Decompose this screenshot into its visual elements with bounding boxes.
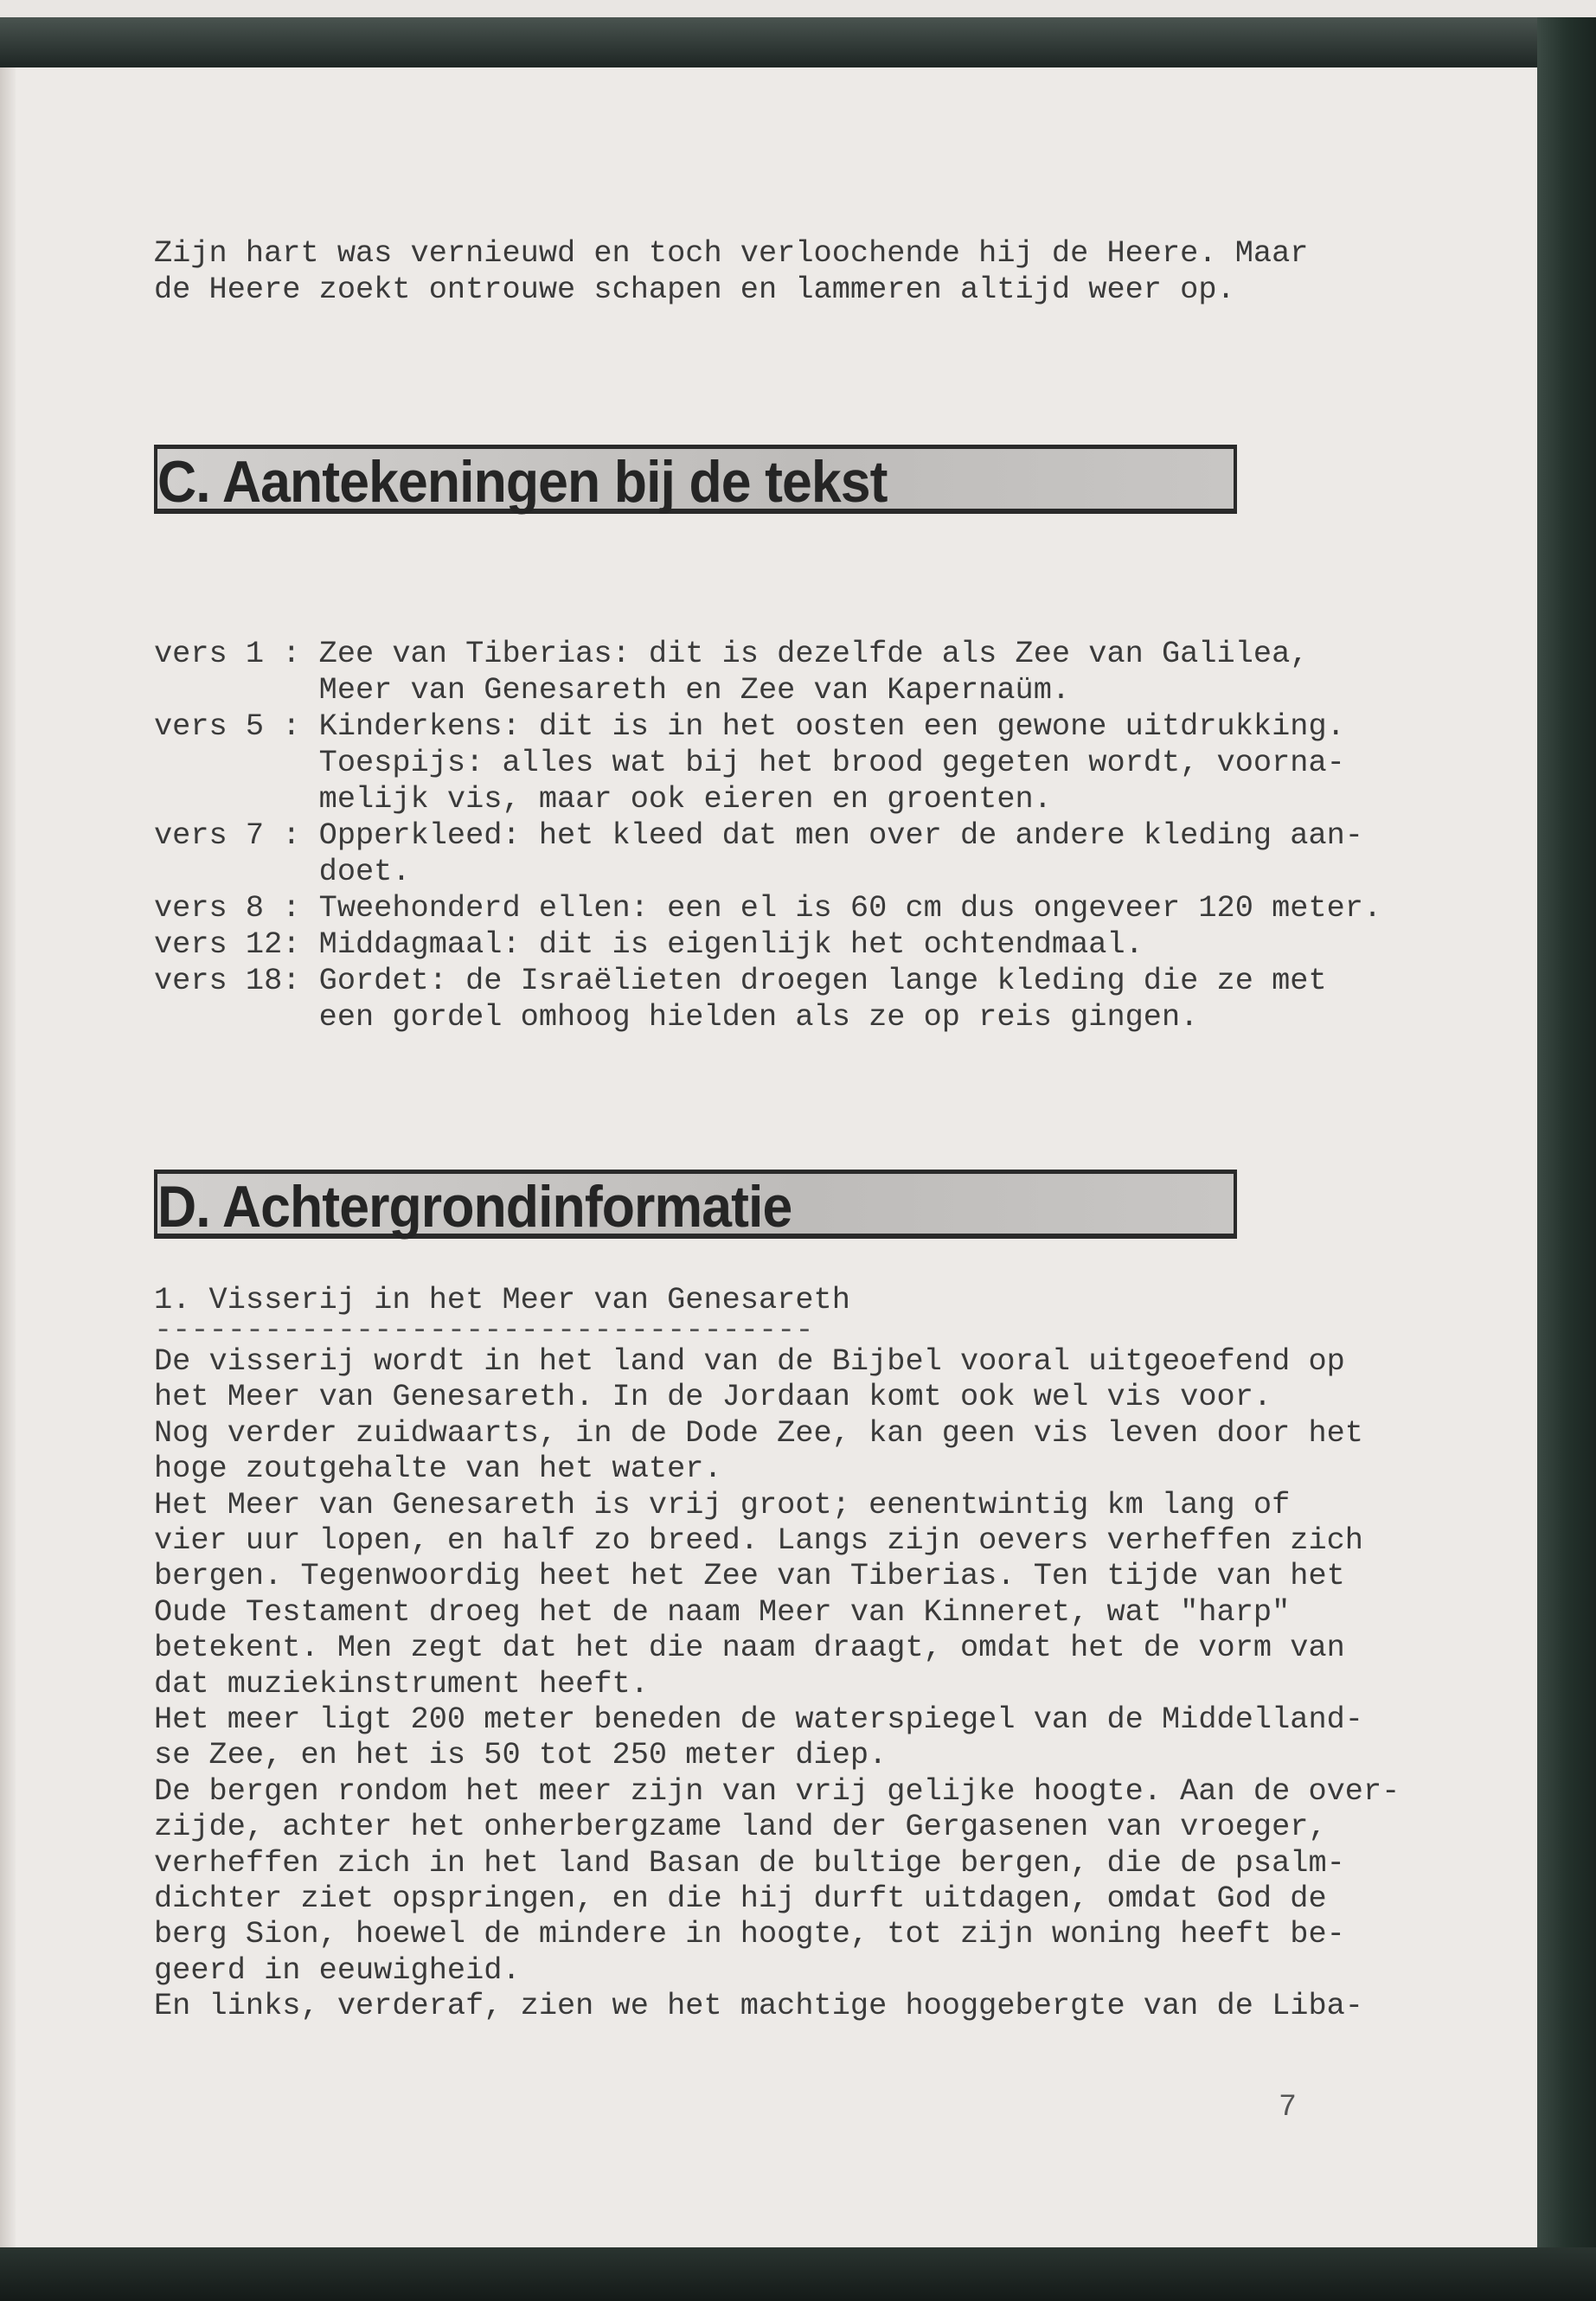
text-line: bergen. Tegenwoordig heet het Zee van Tiberias. Ten tijde van het: [154, 1559, 1345, 1594]
text-line: een gordel omhoog hielden als ze op reis gingen.: [154, 1000, 1199, 1035]
scan-bottom-border: [0, 2247, 1596, 2301]
text-line: het Meer van Genesareth. In de Jordaan komt ook wel vis voor.: [154, 1380, 1272, 1415]
text-line: Het Meer van Genesareth is vrij groot; eenentwintig km lang of: [154, 1487, 1291, 1522]
text-line: se Zee, en het is 50 tot 250 meter diep.: [154, 1738, 888, 1773]
text-line: Zijn hart was vernieuwd en toch verloochende hij de Heere. Maar: [154, 236, 1309, 271]
scan-top-border: [0, 17, 1596, 67]
section-c-title: C. Aantekeningen bij de tekst: [157, 449, 888, 515]
page-left-edge: [0, 17, 16, 2301]
text-line: dat muziekinstrument heeft.: [154, 1666, 649, 1702]
section-d-title: D. Achtergrondinformatie: [157, 1174, 792, 1240]
section-d-heading: [154, 1170, 1237, 1239]
text-line: Het meer ligt 200 meter beneden de waterspiegel van de Middelland-: [154, 1702, 1363, 1737]
text-line: geerd in eeuwigheid.: [154, 1952, 521, 1988]
text-line: De visserij wordt in het land van de Bijbel vooral uitgeoefend op: [154, 1344, 1345, 1379]
text-line: Oude Testament droeg het de naam Meer van Kinneret, wat "harp": [154, 1594, 1291, 1630]
book-binding: [1537, 17, 1596, 2301]
text-line: vers 1 : Zee van Tiberias: dit is dezelfde als Zee van Galilea,: [154, 637, 1309, 671]
text-line: vers 18: Gordet: de Israëlieten droegen lange kleding die ze met: [154, 964, 1327, 998]
text-line: En links, verderaf, zien we het machtige hooggebergte van de Liba-: [154, 1989, 1363, 2024]
text-line: betekent. Men zegt dat het die naam draagt, omdat het de vorm van: [154, 1631, 1345, 1666]
subheading-underline: ------------------------------------: [154, 1320, 814, 1341]
subheading: 1. Visserij in het Meer van Genesareth: [154, 1283, 850, 1317]
text-line: melijk vis, maar ook eieren en groenten.: [154, 782, 1052, 817]
text-line: De bergen rondom het meer zijn van vrij gelijke hoogte. Aan de over-: [154, 1773, 1401, 1809]
text-line: vers 5 : Kinderkens: dit is in het oosten een gewone uitdrukking.: [154, 709, 1345, 744]
section-c-heading: [154, 445, 1237, 514]
text-line: Nog verder zuidwaarts, in de Dode Zee, kan geen vis leven door het: [154, 1415, 1363, 1451]
text-line: Meer van Genesareth en Zee van Kapernaüm.: [154, 673, 1071, 708]
text-line: berg Sion, hoewel de mindere in hoogte, tot zijn woning heeft be-: [154, 1917, 1345, 1952]
text-line: zijde, achter het onherbergzame land der Gergasenen van vroeger,: [154, 1810, 1327, 1845]
text-line: vers 8 : Tweehonderd ellen: een el is 60 cm dus ongeveer 120 meter.: [154, 891, 1382, 926]
text-line: dichter ziet opspringen, en die hij durft uitdagen, omdat God de: [154, 1881, 1327, 1916]
text-line: doet.: [154, 855, 411, 889]
text-line: de Heere zoekt ontrouwe schapen en lammeren altijd weer op.: [154, 272, 1235, 307]
text-line: hoge zoutgehalte van het water.: [154, 1452, 722, 1487]
text-line: vier uur lopen, en half zo breed. Langs zijn oevers verheffen zich: [154, 1523, 1363, 1558]
text-line: Toespijs: alles wat bij het brood gegeten wordt, voorna-: [154, 746, 1345, 780]
text-line: vers 7 : Opperkleed: het kleed dat men over de andere kleding aan-: [154, 818, 1363, 853]
page-number: 7: [1279, 2090, 1298, 2125]
text-line: verheffen zich in het land Basan de bultige bergen, die de psalm-: [154, 1845, 1345, 1881]
text-line: vers 12: Middagmaal: dit is eigenlijk het ochtendmaal.: [154, 927, 1144, 962]
